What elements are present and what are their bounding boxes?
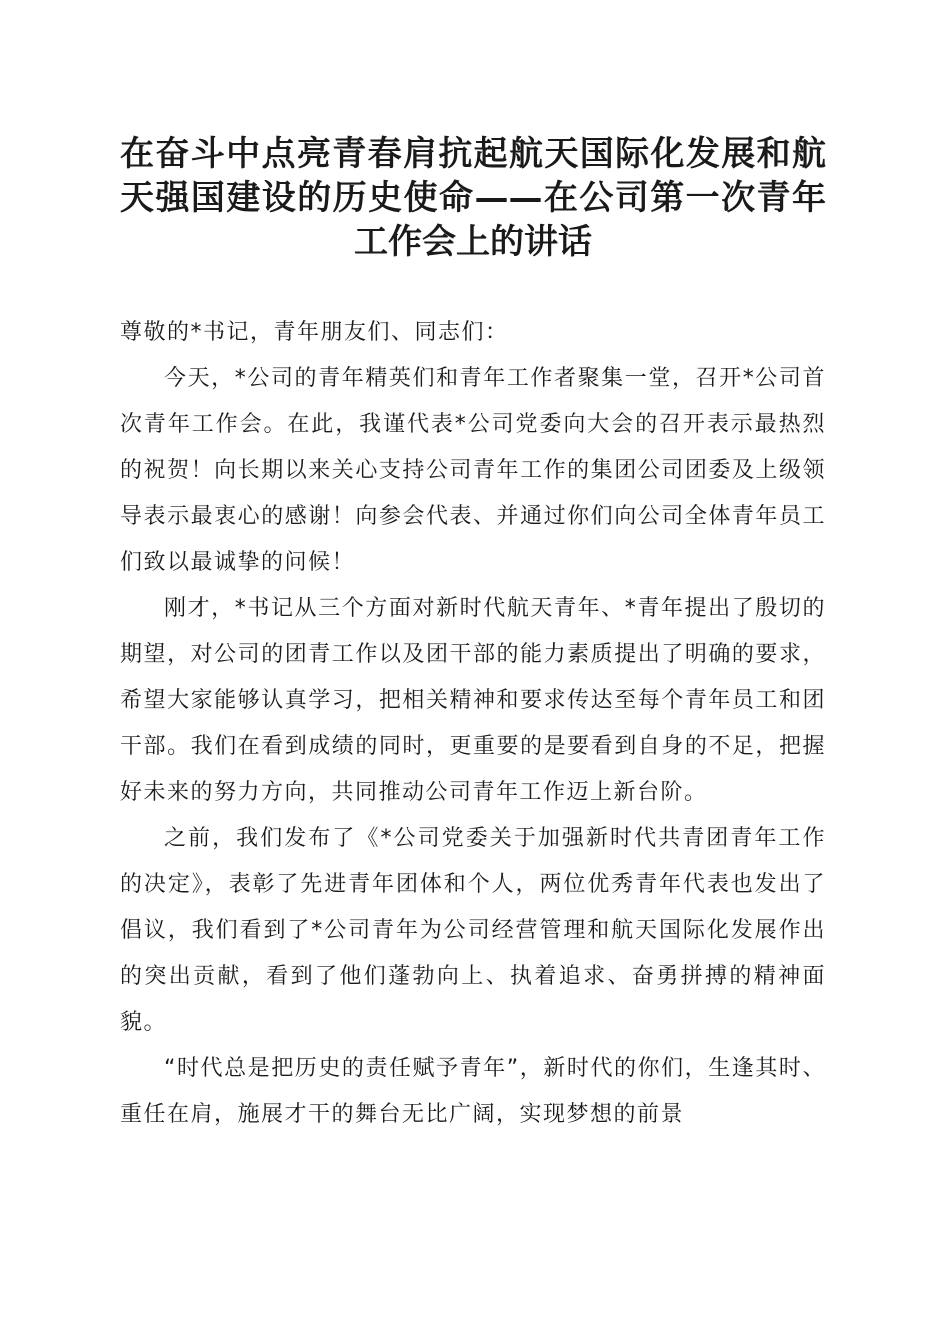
paragraph-2: 刚才，*书记从三个方面对新时代航天青年、*青年提出了殷切的期望，对公司的团青工作以及团干部的能力素质提出了明确的要求，希望大家能够认真学习，把相关精神和要求传达至每个青年员工和团干部。我们在看到成绩的同时，更重要的是要看到自身的不足，把握好未来的努力方向，共同推动公司青年工作迈上新台阶。	[120, 596, 826, 805]
document-page	[120, 132, 826, 1138]
document-title: 在奋斗中点亮青春肩抗起航天国际化发展和航天强国建设的历史使命——在公司第一次青年工作会上的讲话	[120, 134, 826, 262]
salutation: 尊敬的*书记，青年朋友们、同志们：	[120, 320, 509, 345]
paragraph-1: 今天，*公司的青年精英们和青年工作者聚集一堂，召开*公司首次青年工作会。在此，我谨代表*公司党委向大会的召开表示最热烈的祝贺！向长期以来关心支持公司青年工作的集团公司团委及上级领导表示最衷心的感谢！向参会代表、并通过你们向公司全体青年员工们致以最诚挚的问候！	[120, 366, 826, 575]
document-body	[120, 310, 826, 1138]
paragraph-3: 之前，我们发布了《*公司党委关于加强新时代共青团青年工作的决定》，表彰了先进青年团体和个人，两位优秀青年代表也发出了倡议，我们看到了*公司青年为公司经营管理和航天国际化发展作出的突出贡献，看到了他们蓬勃向上、执着追求、奋勇拼搏的精神面貌。	[120, 826, 826, 1035]
paragraph-4: “时代总是把历史的责任赋予青年”，新时代的你们，生逢其时、重任在肩，施展才干的舞台无比广阔，实现梦想的前景	[120, 1056, 826, 1127]
